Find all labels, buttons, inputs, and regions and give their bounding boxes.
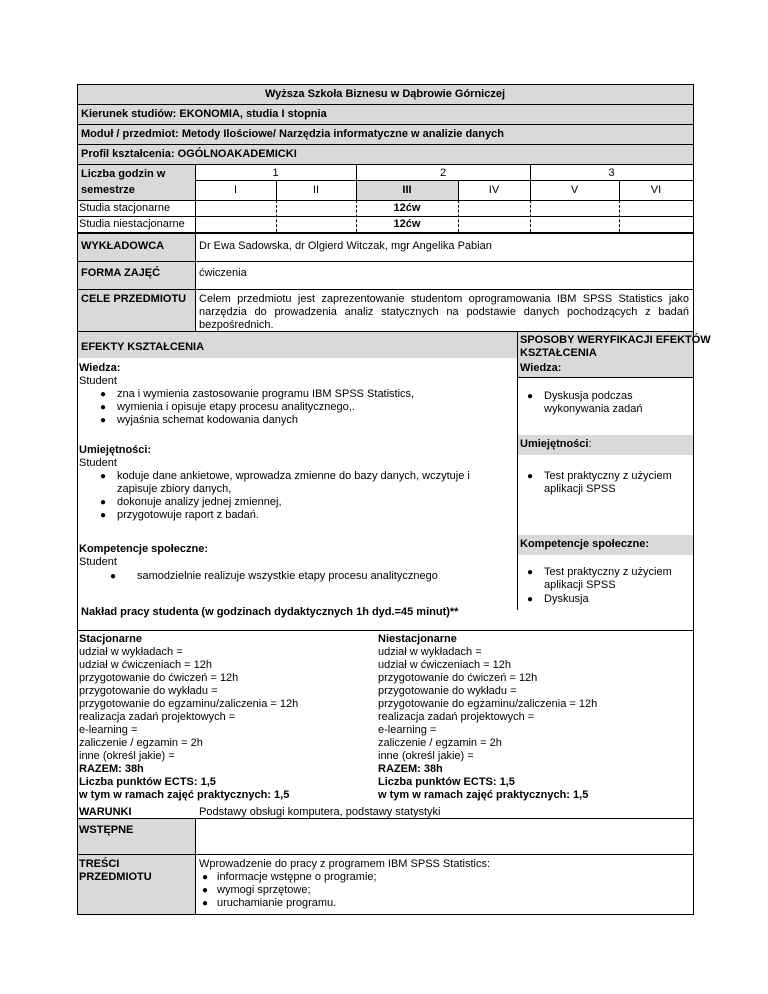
bullet-icon: ●	[202, 898, 209, 909]
stac-title: Stacjonarne	[79, 633, 142, 645]
komp-title: Kompetencje społeczne:	[79, 543, 208, 555]
bullet-icon: ●	[110, 571, 117, 582]
bullet-icon: ●	[527, 567, 534, 578]
komp-student: Student	[79, 556, 117, 568]
cele-label: CELE PRZEDMIOTU	[81, 293, 187, 305]
niestac-title: Niestacjonarne	[378, 633, 457, 645]
tresci-item-1: informacje wstępne o programie;	[217, 871, 377, 883]
semester-5: V	[570, 184, 579, 196]
tresci-label-1: TREŚCI	[79, 858, 120, 870]
verif-wiedza-line-2: wykonywania zadań	[544, 403, 643, 415]
bullet-icon: ●	[527, 391, 534, 402]
tresci-intro: Wprowadzenie do pracy z programem IBM SPSS Statistics:	[199, 858, 490, 870]
stac-line: udział w ćwiczeniach = 12h	[79, 659, 212, 671]
bullet-icon: ●	[100, 497, 107, 508]
profil: Profil kształcenia: OGÓLNOAKADEMICKI	[81, 148, 297, 160]
tresci-label-2: PRZEDMIOTU	[79, 871, 152, 883]
year-3: 3	[608, 167, 615, 179]
stac-line: realizacja zadań projektowych =	[79, 711, 236, 723]
bullet-icon: ●	[100, 471, 107, 482]
semester-1: I	[233, 184, 238, 196]
warunki-value: Podstawy obsługi komputera, podstawy statystyki	[199, 806, 441, 818]
stacjonarne-value: 12ćw	[393, 202, 421, 214]
school-name: Wyższa Szkoła Biznesu w Dąbrowie Górniczej	[264, 88, 506, 100]
niestac-line: udział w wykładach =	[378, 646, 482, 658]
forma-label: FORMA ZAJĘĆ	[81, 267, 161, 279]
cele-line-3: bezpośrednich.	[199, 319, 274, 331]
semester-3: III	[402, 184, 412, 196]
verif-umiej-line-1: Test praktyczny z użyciem	[544, 470, 672, 482]
bullet-icon: ●	[202, 872, 209, 883]
wiedza-item-1: zna i wymienia zastosowanie programu IBM SPSS Statistics,	[117, 388, 415, 400]
niestac-line: inne (określ jakie) =	[378, 750, 474, 762]
niestac-line: przygotowanie do ćwiczeń = 12h	[378, 672, 538, 684]
verif-komp-item-2: Dyskusja	[544, 593, 589, 605]
modul: Moduł / przedmiot: Metody Ilościowe/ Narzędzia informatyczne w analizie danych	[81, 128, 504, 140]
verif-umiej-title	[520, 438, 592, 451]
stacjonarne-label: Studia stacjonarne	[79, 202, 171, 214]
hours-label-1: Liczba godzin w	[81, 168, 166, 180]
niestac-line: e-learning =	[378, 724, 437, 736]
niestac-line: udział w ćwiczeniach = 12h	[378, 659, 511, 671]
stac-ects: Liczba punktów ECTS: 1,5	[79, 776, 216, 788]
wiedza-title: Wiedza:	[79, 362, 121, 374]
umiej-student: Student	[79, 457, 117, 469]
stac-line: inne (określ jakie) =	[79, 750, 175, 762]
efekty-header: EFEKTY KSZTAŁCENIA	[81, 341, 205, 353]
tresci-item-2: wymogi sprzętowe;	[217, 884, 311, 896]
hours-label-2: semestrze	[81, 184, 135, 196]
wiedza-item-3: wyjaśnia schemat kodowania danych	[117, 414, 298, 426]
niestac-razem: RAZEM: 38h	[378, 763, 443, 775]
forma-value: ćwiczenia	[199, 267, 247, 279]
year-2: 2	[439, 167, 447, 179]
bullet-icon: ●	[100, 402, 107, 413]
bullet-icon: ●	[202, 885, 209, 896]
niestacjonarne-label: Studia niestacjonarne	[79, 218, 185, 230]
year-1: 1	[272, 167, 279, 179]
umiej-item-2: dokonuje analizy jednej zmiennej,	[117, 496, 282, 508]
niestac-line: przygotowanie do egzaminu/zaliczenia = 12h	[378, 698, 598, 710]
wykladowca-label: WYKŁADOWCA	[81, 240, 165, 252]
semester-6: VI	[650, 184, 662, 196]
wiedza-student: Student	[79, 375, 117, 387]
stac-razem: RAZEM: 38h	[79, 763, 144, 775]
naklad-title: Nakład pracy studenta (w godzinach dydaktycznych 1h dyd.=45 minut)**	[81, 606, 459, 618]
verif-komp-line-1: Test praktyczny z użyciem	[544, 566, 672, 578]
verif-komp-title: Kompetencje społeczne:	[520, 538, 649, 550]
kierunek: Kierunek studiów: EKONOMIA, studia I stopnia	[81, 108, 327, 120]
umiej-item-1a: koduje dane ankietowe, wprowadza zmienne do bazy danych, wczytuje i	[117, 470, 470, 482]
warunki-label-2: WSTĘPNE	[79, 824, 134, 836]
wiedza-item-2: wymienia i opisuje etapy procesu analitycznego,.	[117, 401, 355, 413]
stac-line: e-learning =	[79, 724, 138, 736]
stac-line: przygotowanie do wykładu =	[79, 685, 218, 697]
niestac-prakt: w tym w ramach zajęć praktycznych: 1,5	[378, 789, 589, 801]
bullet-icon: ●	[527, 594, 534, 605]
bullet-icon: ●	[100, 389, 107, 400]
stac-line: zaliczenie / egzamin = 2h	[79, 737, 203, 749]
niestac-line: przygotowanie do wykładu =	[378, 685, 517, 697]
stac-line: przygotowanie do egzaminu/zaliczenia = 12h	[79, 698, 299, 710]
umiej-item-3: przygotowuje raport z badań.	[117, 509, 259, 521]
niestac-line: realizacja zadań projektowych =	[378, 711, 535, 723]
warunki-label-1: WARUNKI	[79, 806, 132, 818]
verif-umiej-title-text: Umiejętności	[520, 438, 589, 450]
umiej-item-1b: zapisuje zbiory danych,	[117, 483, 232, 495]
verif-header-2: KSZTAŁCENIA	[520, 347, 597, 359]
verif-header-1: SPOSOBY WERYFIKACJI EFEKTÓW	[520, 334, 711, 346]
bullet-icon: ●	[527, 471, 534, 482]
niestac-line: zaliczenie / egzamin = 2h	[378, 737, 502, 749]
stac-line: przygotowanie do ćwiczeń = 12h	[79, 672, 239, 684]
umiej-title: Umiejętności:	[79, 444, 152, 456]
stac-prakt: w tym w ramach zajęć praktycznych: 1,5	[79, 789, 290, 801]
verif-wiedza-line-1: Dyskusja podczas	[544, 390, 633, 402]
verif-komp-line-2: aplikacji SPSS	[544, 579, 616, 591]
verif-umiej-colon: :	[588, 438, 592, 450]
verif-umiej-line-2: aplikacji SPSS	[544, 483, 616, 495]
niestac-ects: Liczba punktów ECTS: 1,5	[378, 776, 515, 788]
semester-2: II	[312, 184, 320, 196]
cele-line-1: Celem przedmiotu jest zaprezentowanie studentom oprogramowania IBM SPSS Statistics jako	[199, 293, 689, 305]
stac-line: udział w wykładach =	[79, 646, 183, 658]
semester-4: IV	[488, 184, 500, 196]
bullet-icon: ●	[100, 415, 107, 426]
niestacjonarne-value: 12ćw	[393, 218, 421, 230]
wykladowca-value: Dr Ewa Sadowska, dr Olgierd Witczak, mgr Angelika Pabian	[199, 240, 492, 252]
komp-item-1: samodzielnie realizuje wszystkie etapy procesu analitycznego	[137, 570, 438, 582]
verif-wiedza-title: Wiedza:	[520, 362, 562, 374]
bullet-icon: ●	[100, 510, 107, 521]
cele-line-2: narzędzia do prowadzenia analiz statycznych na podstawie danych pochodzących z badań	[199, 306, 689, 318]
tresci-item-3: uruchamianie programu.	[217, 897, 337, 909]
